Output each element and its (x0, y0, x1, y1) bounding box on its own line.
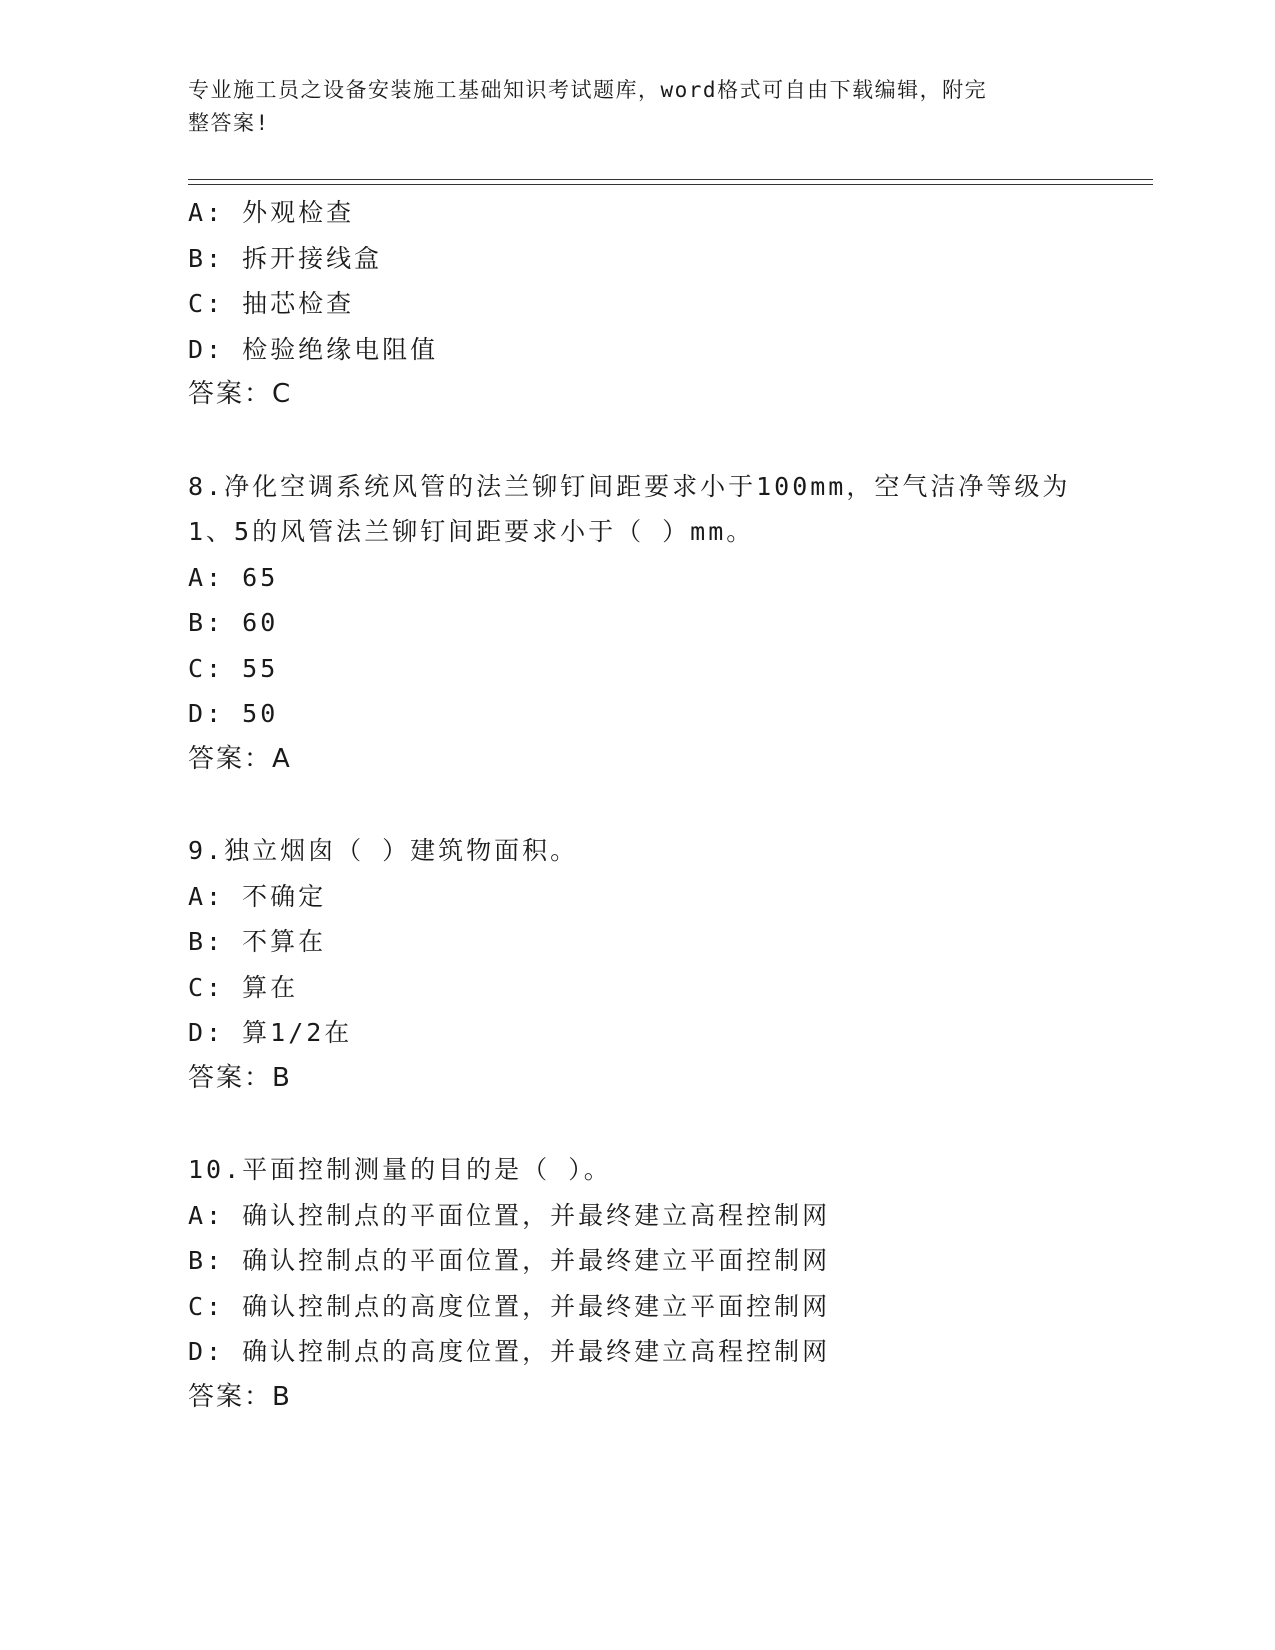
option-d: D: 检验绝缘电阻值 (188, 334, 439, 364)
question-spacer (188, 418, 1153, 464)
option-b: B: 不算在 (188, 927, 327, 956)
option-c: C: 确认控制点的高度位置，并最终建立平面控制网 (188, 1291, 831, 1321)
header-divider-bottom (188, 184, 1153, 185)
option-c: C: 55 (188, 653, 279, 683)
option-a: A: 外观检查 (188, 198, 355, 227)
question-9 (188, 828, 1153, 1101)
answer-line: 答案：C (188, 379, 293, 409)
option-b: B: 60 (188, 608, 279, 637)
answer-line: 答案：A (188, 743, 292, 774)
option-c: C: 算在 (188, 972, 299, 1002)
question-stem-line-1: 9.独立烟囱（ ）建筑物面积。 (188, 836, 579, 865)
option-a: A: 不确定 (188, 881, 327, 911)
header-title-line-2: 整答案! (188, 111, 270, 135)
option-a: A: 确认控制点的平面位置，并最终建立高程控制网 (188, 1200, 831, 1230)
header-title-line-1: 专业施工员之设备安装施工基础知识考试题库，word格式可自由下载编辑，附完 (188, 78, 988, 102)
question-7 (188, 190, 1153, 418)
answer-line: 答案：B (188, 1062, 292, 1093)
question-stem-line-1: 8.净化空调系统风管的法兰铆钉间距要求小于100mm，空气洁净等级为 (188, 471, 1071, 501)
option-c: C: 抽芯检查 (188, 289, 355, 318)
question-stem-line-1: 10.平面控制测量的目的是（ ）。 (188, 1155, 612, 1184)
option-a: A: 65 (188, 562, 279, 592)
question-8 (188, 464, 1153, 783)
option-b: B: 拆开接线盒 (188, 243, 383, 273)
question-spacer (188, 782, 1153, 828)
question-list (188, 190, 1153, 1420)
option-d: D: 确认控制点的高度位置，并最终建立高程控制网 (188, 1337, 831, 1366)
answer-line: 答案：B (188, 1381, 292, 1412)
header-divider-top (188, 179, 1153, 180)
question-spacer (188, 1101, 1153, 1147)
document-header (188, 74, 1068, 140)
option-d: D: 50 (188, 699, 279, 728)
question-stem-line-2: 1、5的风管法兰铆钉间距要求小于（ ）mm。 (188, 517, 755, 546)
question-10 (188, 1147, 1153, 1420)
option-d: D: 算1/2在 (188, 1018, 353, 1047)
option-b: B: 确认控制点的平面位置，并最终建立平面控制网 (188, 1246, 831, 1275)
